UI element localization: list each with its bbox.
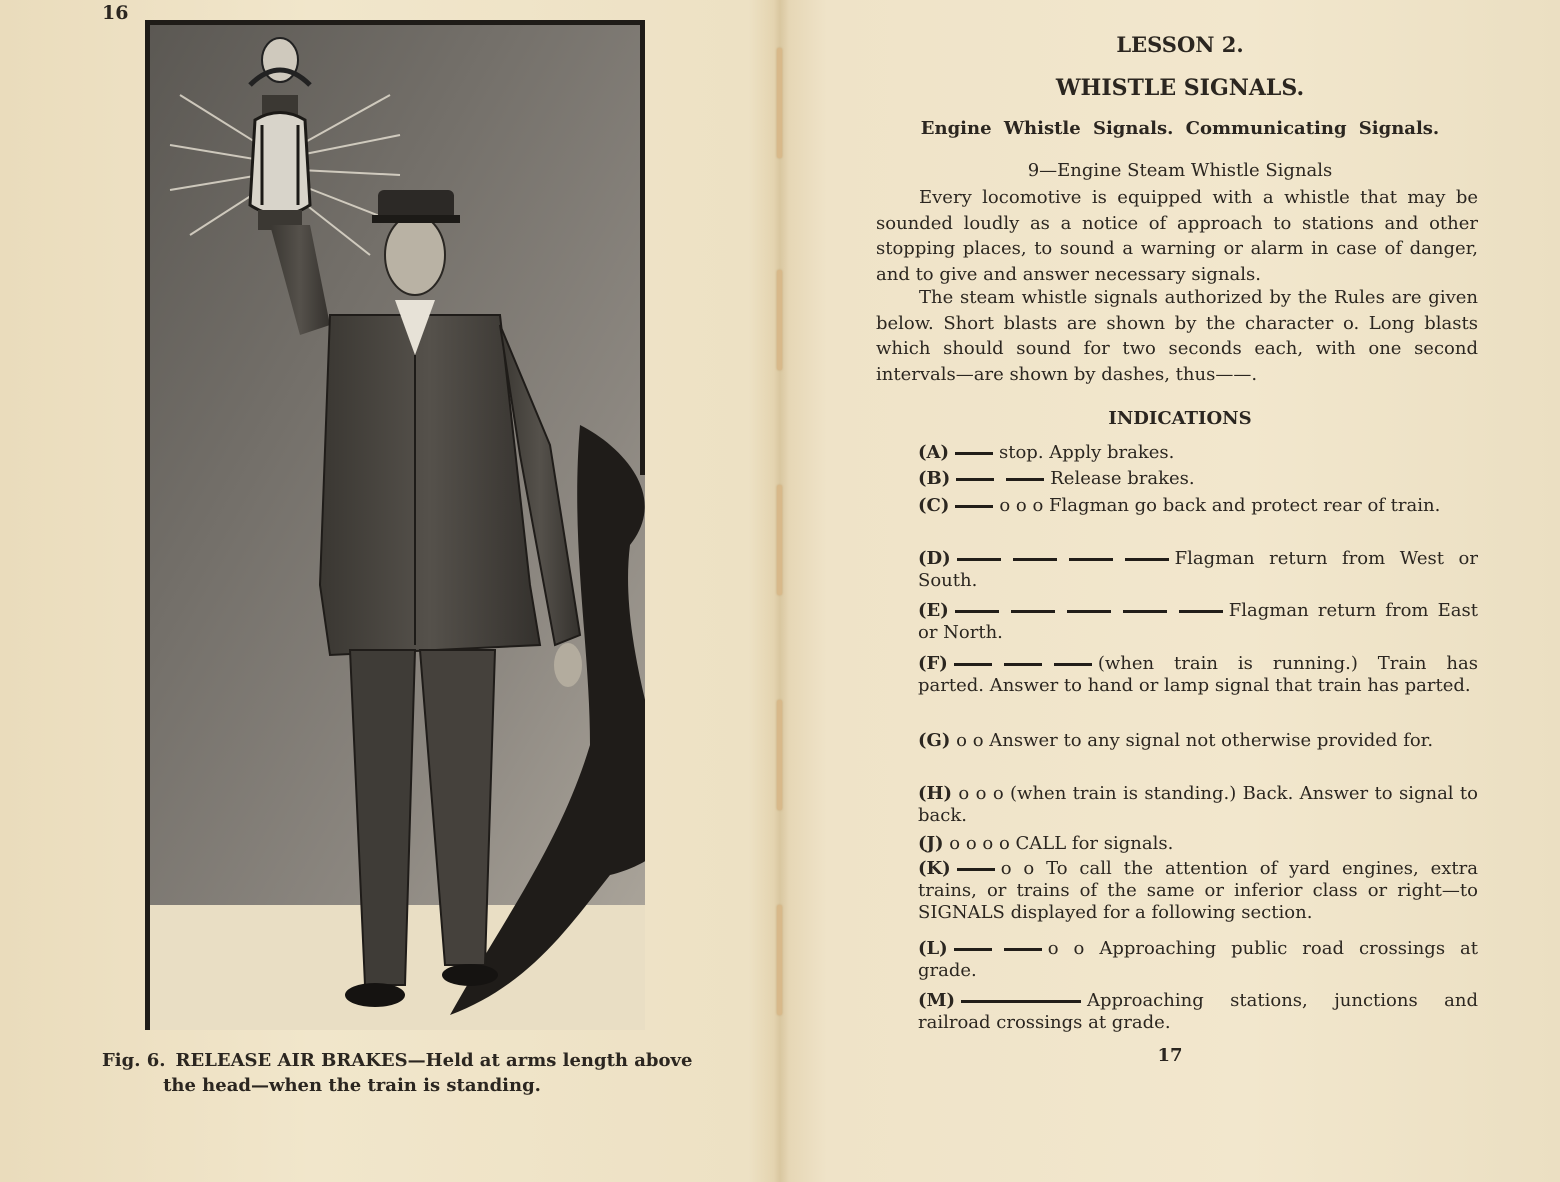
- conductor-illustration: [150, 25, 645, 1030]
- indication-item: (H) o o o (when train is standing.) Back. Answer to signal to back.: [918, 783, 1478, 826]
- left-page: [0, 0, 778, 1182]
- page-number: 17: [1157, 1045, 1183, 1066]
- indication-item: (B) Release brakes.: [918, 468, 1195, 489]
- illustration-frame: [145, 20, 645, 1030]
- indication-item: (F) (when train is running.) Train has parted. Answer to hand or lamp signal that train has parted.: [918, 653, 1478, 696]
- intro-paragraph: Every locomotive is equipped with a whistle that may be sounded loudly as a notice of approach to stations and other stopping places, to sound a warning or alarm in case of danger, and to give and answer necessary signals.: [876, 187, 1478, 285]
- section-title: WHISTLE SIGNALS.: [1055, 75, 1305, 101]
- indication-item: (C) o o o Flagman go back and protect rear of train.: [918, 495, 1441, 516]
- figure-caption-line1: RELEASE AIR BRAKES—Held at arms length above: [175, 1050, 693, 1071]
- figure-label: Fig. 6.: [102, 1050, 166, 1071]
- rule-subheading: 9—Engine Steam Whistle Signals: [1027, 160, 1333, 181]
- lesson-title: LESSON 2.: [1116, 32, 1244, 57]
- figure-caption-line2: the head—when the train is standing.: [163, 1075, 541, 1096]
- indication-item: (G) o o Answer to any signal not otherwise provided for.: [918, 730, 1434, 751]
- indication-item: (K) o o To call the attention of yard engines, extra trains, or trains of the same or inferior class or right—to SIGNALS displayed for a following section.: [918, 858, 1478, 923]
- blasts-paragraph: The steam whistle signals authorized by the Rules are given below. Short blasts are shown by the character o. Long blasts which should sound for two seconds each, with one second intervals—are shown by dashes, thus——.: [876, 287, 1478, 385]
- indication-item: (J) o o o o CALL for signals.: [918, 833, 1174, 854]
- page-number: 16: [102, 2, 129, 24]
- indication-item: (M) Approaching stations, junctions and railroad crossings at grade.: [918, 990, 1478, 1033]
- indication-item: (L) o o Approaching public road crossings at grade.: [918, 938, 1478, 981]
- indication-item: (A) stop. Apply brakes.: [918, 442, 1175, 463]
- indications-heading: INDICATIONS: [1108, 408, 1252, 429]
- indication-item: (D) Flagman return from West or South.: [918, 548, 1478, 591]
- section-subtitles: Engine Whistle Signals. Communicating Signals.: [920, 118, 1440, 139]
- figure-caption: [102, 1048, 712, 1098]
- indication-item: (E) Flagman return from East or North.: [918, 600, 1478, 643]
